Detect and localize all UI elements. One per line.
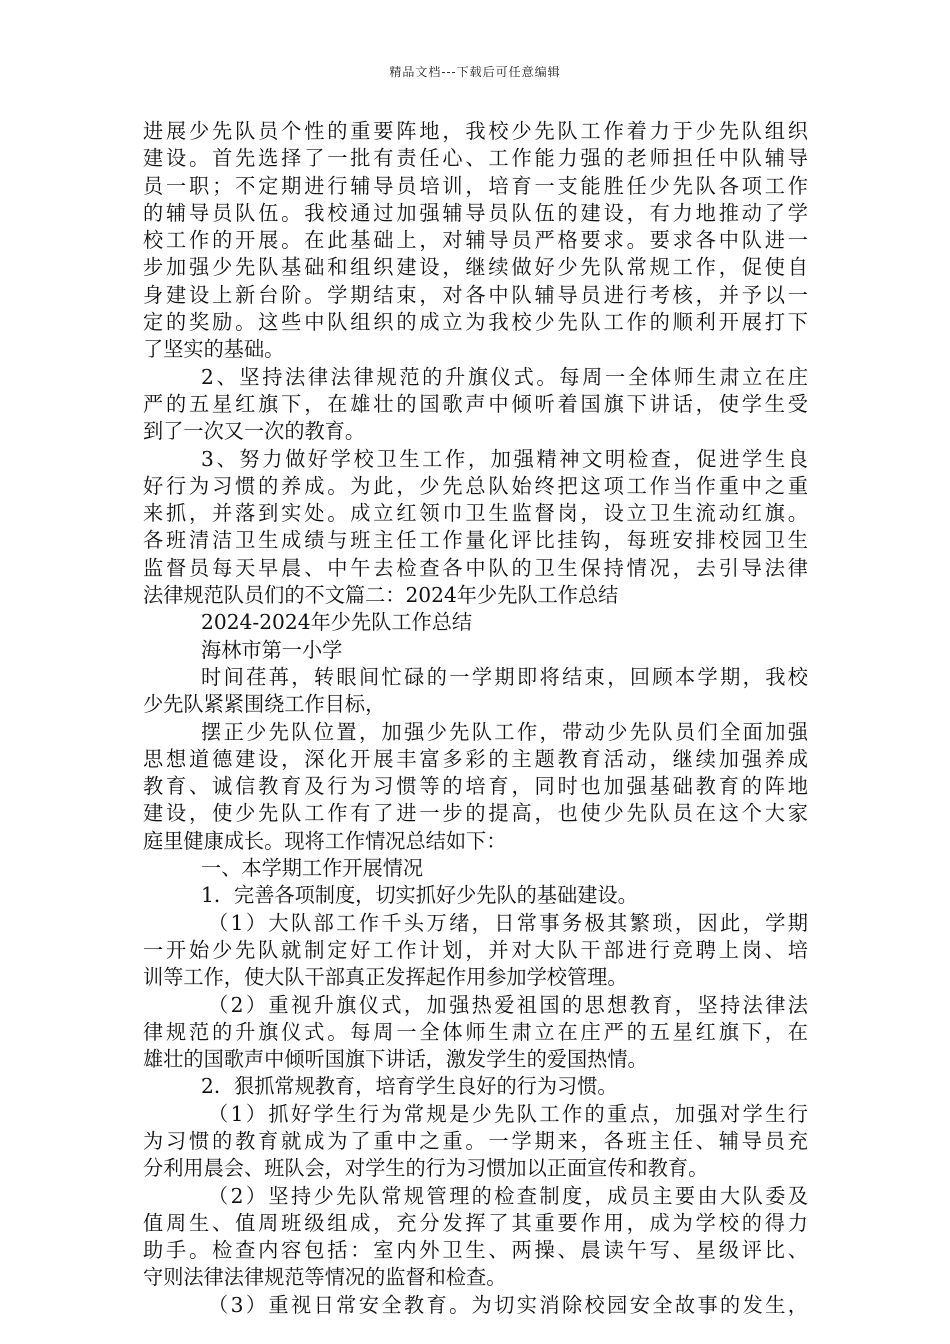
text-line: 到了一次又一次的教育。 [143, 419, 366, 444]
text-line: 助手。检查内容包括：室内外卫生、两操、晨读午写、星级评比、 [143, 1238, 808, 1263]
text-line: 监督员每天早晨、中午去检查各中队的卫生保持情况，去引导法律 [143, 555, 808, 580]
text-line: 员一职；不定期进行辅导员培训，培育一支能胜任少先队各项工作 [143, 173, 808, 198]
text-line: 来抓，并落到实处。成立红领巾卫生监督岗，设立卫生流动红旗。 [143, 501, 808, 526]
text-line: 法律规范队员们的不文篇二：2024年少先队工作总结 [143, 583, 619, 608]
text-line: 思想道德建设，深化开展丰富多彩的主题教育活动，继续加强养成 [143, 746, 808, 771]
text-line: 训等工作，使大队干部真正发挥起作用参加学校管理。 [143, 965, 628, 990]
text-line: 定的奖励。这些中队组织的成立为我校少先队工作的顺利开展打下 [143, 310, 808, 335]
text-line: 建设。首先选择了一批有责任心、工作能力强的老师担任中队辅导 [143, 146, 808, 171]
text-line: 校工作的开展。在此基础上，对辅导员严格要求。要求各中队进一 [143, 228, 808, 253]
text-line: 律规范的升旗仪式。每周一全体师生肃立在庄严的五星红旗下，在 [143, 1019, 808, 1044]
text-line: 一、本学期工作开展情况 [201, 856, 424, 881]
text-line: 分利用晨会、班队会，对学生的行为习惯加以正面宣传和教育。 [143, 1156, 709, 1181]
text-line: （2）坚持少先队常规管理的检查制度，成员主要由大队委及 [208, 1183, 808, 1208]
text-line: 教育、诚信教育及行为习惯等的培育，同时也加强基础教育的阵地 [143, 774, 808, 799]
text-line: 少先队紧紧围绕工作目标， [143, 692, 386, 717]
text-line: （3）重视日常安全教育。为切实消除校园安全故事的发生， [208, 1292, 808, 1317]
text-line: 一开始少先队就制定好工作计划，并对大队干部进行竞聘上岗、培 [143, 937, 808, 962]
text-line: （1）大队部工作千头万绪，日常事务极其繁琐，因此，学期 [208, 910, 808, 935]
text-line: 了坚实的基础。 [143, 337, 285, 362]
text-line: 好行为习惯的养成。为此，少先总队始终把这项工作当作重中之重 [143, 473, 808, 498]
page-header: 精品文档---下载后可任意编辑 [389, 65, 561, 79]
text-line: 各班清洁卫生成绩与班主任工作量化评比挂钩，每班安排校园卫生 [143, 528, 808, 553]
text-line: 1．完善各项制度，切实抓好少先队的基础建设。 [201, 883, 638, 908]
text-line: 2．狠抓常规教育，培育学生良好的行为习惯。 [201, 1074, 618, 1099]
text-line: 雄壮的国歌声中倾听国旗下讲话，激发学生的爱国热情。 [143, 1047, 648, 1072]
text-line: 建设，使少先队工作有了进一步的提高，也使少先队员在这个大家 [143, 801, 808, 826]
text-line: 进展少先队员个性的重要阵地，我校少先队工作着力于少先队组织 [143, 119, 808, 143]
text-line: 2024-2024年少先队工作总结 [201, 610, 473, 635]
text-line: 身建设上新台阶。学期结束，对各中队辅导员进行考核，并予以一 [143, 282, 808, 307]
text-line: 为习惯的教育就成为了重中之重。一学期来，各班主任、辅导员充 [143, 1128, 808, 1153]
text-line: 庭里健康成长。现将工作情况总结如下： [143, 828, 507, 853]
text-line: 守则法律法律规范等情况的监督和检查。 [143, 1265, 507, 1290]
text-line: （2）重视升旗仪式，加强热爱祖国的思想教育，坚持法律法 [208, 992, 808, 1017]
text-line: 摆正少先队位置，加强少先队工作，带动少先队员们全面加强 [201, 719, 808, 744]
text-line: 2、坚持法律法律规范的升旗仪式。每周一全体师生肃立在庄 [201, 364, 808, 389]
text-line: 的辅导员队伍。我校通过加强辅导员队伍的建设，有力地推动了学 [143, 200, 808, 225]
text-line: 时间荏苒，转眼间忙碌的一学期即将结束，回顾本学期，我校 [201, 664, 808, 689]
text-line: （1）抓好学生行为常规是少先队工作的重点，加强对学生行 [208, 1101, 808, 1126]
document-body [143, 118, 808, 1319]
text-line: 3、努力做好学校卫生工作，加强精神文明检查，促进学生良 [201, 446, 808, 471]
text-line: 海林市第一小学 [201, 637, 343, 662]
text-line: 值周生、值周班级组成，充分发挥了其重要作用，成为学校的得力 [143, 1210, 808, 1235]
text-line: 严的五星红旗下，在雄壮的国歌声中倾听着国旗下讲话，使学生受 [143, 391, 808, 416]
text-line: 步加强少先队基础和组织建设，继续做好少先队常规工作，促使自 [143, 255, 808, 280]
